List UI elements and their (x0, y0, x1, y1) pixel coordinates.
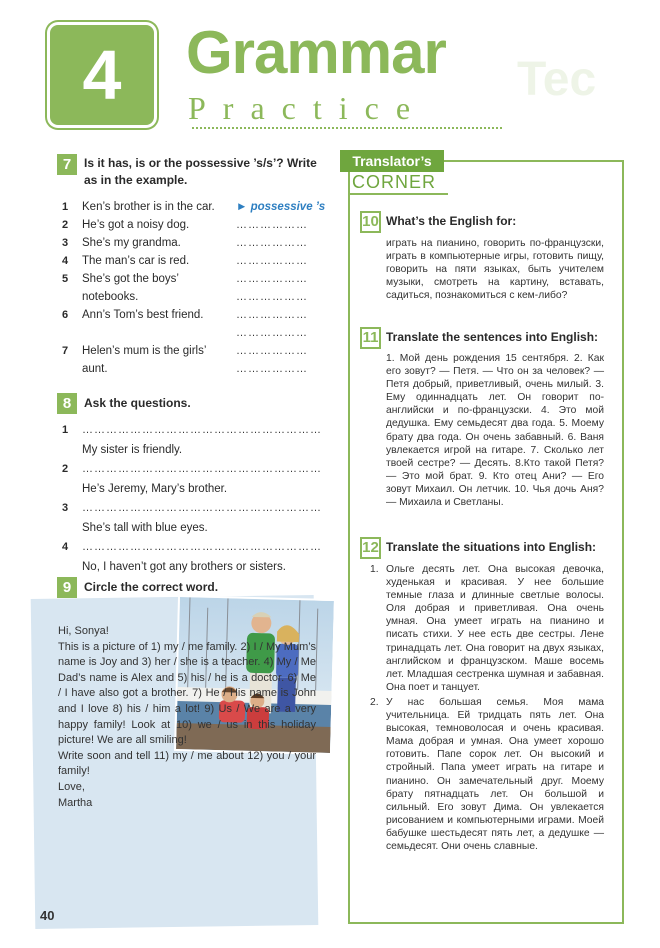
exercise-11-text: 1. Мой день рождения 15 сентября. 2. Как его зовут? — Петя. — Что он за человек? — Петя добрый, приветливый, очень милый. 3. Ему одиннадцать лет. Он говорит по-английски и по-французски. 4. Это мой дедушка. Ему семьдесят два года. 5. Моему брату два года. Он очень забавный. 6. Ваня увлекается игрой на гитаре. 7. Сколько лет твоей сестре? — Десять. 8.Кто такой Петя? — Это мой брат. 9. Кто отец Ани? — Его зовут Михаил. Он летчик. 10. Чья дочь Аня? — Михаила и Светланы. (386, 353, 604, 509)
page-title: Grammar (186, 19, 446, 86)
item-number: 3 (62, 502, 69, 514)
letter-text (58, 624, 316, 811)
question-line (62, 421, 332, 441)
item-text: The man’s car is red. (82, 255, 190, 267)
list-item (62, 234, 332, 252)
list-item (62, 270, 332, 288)
exercise-11-number: 11 (360, 327, 381, 349)
item-number: 4 (62, 541, 69, 553)
exercise-7-instruction-line2: as in the example. (84, 173, 188, 187)
letter-greeting: Hi, Sonya! (58, 625, 109, 637)
item-text: She’s my grandma. (82, 237, 181, 249)
letter-closing-line[interactable]: Write soon and tell 11) my / me about 12) you / your family! (58, 749, 316, 778)
question-line (62, 538, 332, 558)
item-number: 3 (62, 237, 69, 249)
item-number: 2. (370, 696, 379, 708)
answer-blank[interactable]: ……………… (236, 255, 308, 267)
question-blank[interactable]: …………………………………………………… (82, 502, 322, 514)
subtitle-dotted-line (192, 127, 502, 129)
item-text: He’s got a noisy dog. (82, 219, 190, 231)
situation-item (370, 696, 604, 853)
unit-number: 4 (82, 36, 122, 114)
exercise-8-list (62, 421, 332, 577)
item-text: Ken’s brother is in the car. (82, 201, 215, 213)
answer-blank[interactable]: ……………… (236, 219, 308, 231)
item-number: 1 (62, 201, 69, 213)
exercise-10-instruction: What’s the English for: (386, 214, 517, 228)
question-blank[interactable]: …………………………………………………… (82, 424, 322, 436)
item-number: 4 (62, 255, 69, 267)
exercise-9-number: 9 (57, 577, 77, 598)
item-text: notebooks. (82, 291, 139, 303)
list-item (62, 252, 332, 270)
exercise-10-number: 10 (360, 211, 381, 233)
exercise-7-number: 7 (57, 154, 77, 175)
exercise-12-list (370, 563, 604, 853)
item-number: 2 (62, 219, 69, 231)
title-ghost-decoration: Tec (517, 53, 597, 106)
exercise-12-number: 12 (360, 537, 381, 559)
page-subtitle: Practice (188, 90, 428, 126)
example-answer: ► possessive ’s (236, 201, 326, 213)
answer-blank[interactable]: ……………… (236, 237, 308, 249)
given-answer: No, I haven’t got any brothers or sisters. (82, 561, 286, 573)
question-blank[interactable]: …………………………………………………… (82, 541, 322, 553)
answer-blank[interactable]: ……………… (236, 273, 308, 285)
letter-signature: Martha (58, 796, 93, 809)
exercise-8-instruction: Ask the questions. (84, 396, 191, 410)
list-item (62, 306, 332, 324)
unit-number-box (50, 25, 154, 125)
item-number: 2 (62, 463, 69, 475)
letter-body[interactable]: This is a picture of 1) my / me family. 2) I / My Mum’s name is Joy and 3) her / she is a teacher. 4) My / Me Dad’s name is Alex and 5) his / he is a doctor. 6) Me / I have also got a brother. 7) He / His name is John and I love 8) his / him a lot! 9) Us / We are a very happy family! Look at 10) we / us in this holiday picture! We are all smiling! (58, 640, 316, 747)
situation-text: Ольге десять лет. Она высокая девочка, худенькая и красивая. У нее большие темные глаза и длинные светлые волосы. Оля добрая и приветливая. Она очень умная. Она умеет играть на пианино и писать стихи. У нее есть две сестры. Лене тринадцать лет. Она говорит на двух языках, английском и французском. Маше восемь лет. Младшая сестренка шумная и забавная. Она поет и танцует. (386, 564, 604, 693)
answer-blank[interactable]: ……………… (236, 291, 308, 303)
given-answer: He’s Jeremy, Mary’s brother. (82, 483, 228, 495)
letter-signoff: Love, (58, 780, 85, 793)
item-number: 7 (62, 345, 69, 357)
item-text: She’s got the boys’ (82, 273, 179, 285)
situation-text: У нас большая семья. Моя мама учительница. Ей тридцать пять лет. Она высокая, темноволосая и очень красивая. Мама добрая и умная. Она умеет хорошо готовить. Папе сорок лет. Он высокий и стройный. Папа умеет играть на гитаре и пианино. Он замечательный друг. Моему брату пятнадцать лет. Он большой и сильный. Его зовут Дима. Он увлекается рисованием и компьютерными играми. Моей бабушке шестьдесят пять лет, а дедушке — семьдесят. Они очень славные. (386, 696, 604, 852)
item-number: 1. (370, 564, 379, 575)
translators-corner-word: CORNER (352, 172, 437, 192)
item-number: 5 (62, 273, 69, 285)
item-text: aunt. (82, 363, 108, 375)
exercise-8-number: 8 (57, 393, 77, 414)
given-answer: My sister is friendly. (82, 444, 183, 456)
list-item-continued (62, 324, 332, 342)
answer-blank[interactable]: ……………… (236, 363, 308, 375)
list-item (62, 342, 332, 360)
list-item-continued (62, 360, 332, 378)
exercise-7-instruction-line1: Is it has, is or the possessive ’s/s’? Write (84, 156, 317, 170)
answer-blank[interactable]: ……………… (236, 345, 308, 357)
translators-corner-tag: Translator’s (340, 150, 444, 172)
item-number: 1 (62, 424, 69, 436)
list-item (62, 198, 332, 216)
answer-blank[interactable]: ……………… (236, 309, 308, 321)
list-item (62, 216, 332, 234)
question-line (62, 499, 332, 519)
corner-underline (348, 193, 448, 195)
item-text: Ann’s Tom’s best friend. (82, 309, 204, 321)
question-line (62, 460, 332, 480)
item-number: 6 (62, 309, 69, 321)
answer-blank[interactable]: ……………… (236, 327, 308, 339)
exercise-12-instruction: Translate the situations into English: (386, 540, 597, 554)
page-number: 40 (40, 908, 55, 923)
given-answer: She’s tall with blue eyes. (82, 522, 208, 534)
exercise-10-text: играть на пианино, говорить по-французски, играть в компьютерные игры, готовить пищу, говорить на пяти языках, быть учителем музыки, смотреть на картину, вставать, садиться, познакомиться с кем-либо? (386, 238, 604, 302)
list-item-continued (62, 288, 332, 306)
exercise-9-instruction: Circle the correct word. (84, 580, 219, 594)
exercise-7-list (62, 198, 332, 378)
situation-item (370, 563, 604, 694)
question-blank[interactable]: …………………………………………………… (82, 463, 322, 475)
exercise-11-instruction: Translate the sentences into English: (386, 330, 599, 344)
exercise-7-instruction (84, 155, 317, 189)
item-text: Helen’s mum is the girls’ (82, 345, 207, 357)
